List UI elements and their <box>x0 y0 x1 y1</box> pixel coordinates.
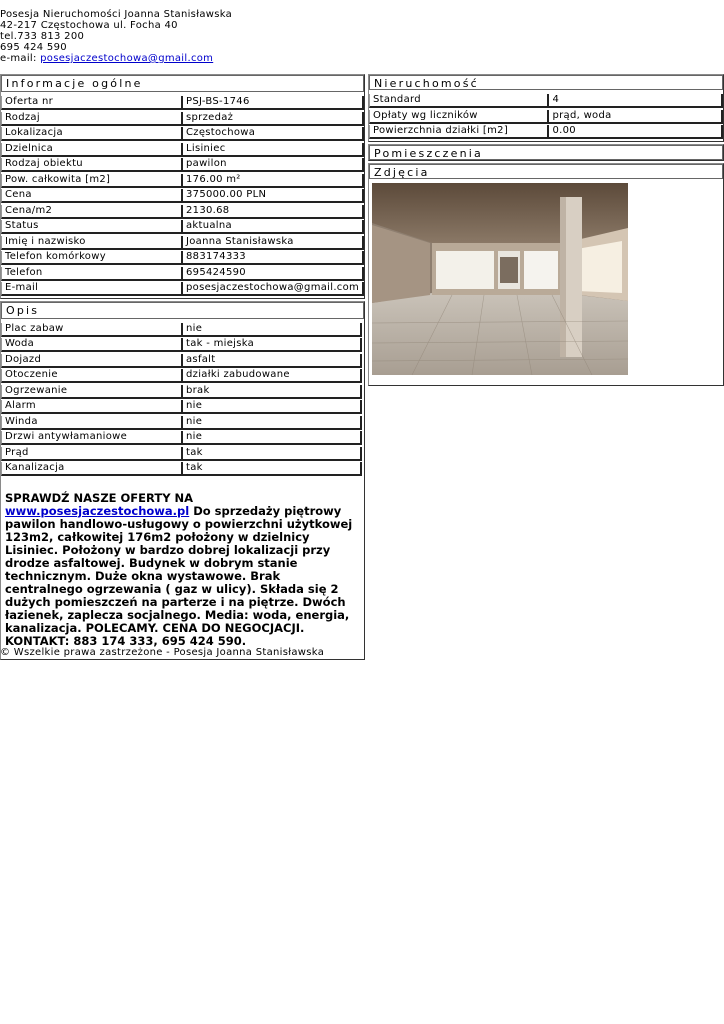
row-value: 0.00 <box>549 125 723 139</box>
row-value: asfalt <box>183 354 362 368</box>
table-row <box>1 431 364 447</box>
table-row <box>1 205 364 221</box>
row-value: pawilon <box>183 158 364 172</box>
row-value: 4 <box>549 94 723 108</box>
section-title: Zdjęcia <box>369 164 723 179</box>
row-label: Rodzaj obiektu <box>1 158 183 172</box>
row-label: Otoczenie <box>1 369 183 383</box>
row-value: tak <box>183 462 362 476</box>
row-label: Standard <box>369 94 549 108</box>
table-row <box>1 96 364 112</box>
table-row <box>1 251 364 267</box>
row-value: prąd, woda <box>549 110 723 124</box>
row-value: PSJ-BS-1746 <box>183 96 364 110</box>
row-label: Oferta nr <box>1 96 183 110</box>
description-section <box>0 301 365 660</box>
table-row <box>369 110 723 126</box>
row-value: 883174333 <box>183 251 364 265</box>
table-row <box>1 220 364 236</box>
right-column <box>368 74 724 388</box>
website-link[interactable]: www.posesjaczestochowa.pl <box>5 503 190 518</box>
table-row <box>1 323 364 339</box>
section-title: Nieruchomość <box>369 75 723 90</box>
general-info-table <box>1 96 364 298</box>
row-value: nie <box>183 416 362 430</box>
section-title: Pomieszczenia <box>369 145 723 160</box>
row-label: Woda <box>1 338 183 352</box>
table-row <box>1 282 364 298</box>
rooms-section <box>368 144 724 161</box>
row-value: 176.00 m² <box>183 174 364 188</box>
section-title: Informacje ogólne <box>1 75 364 92</box>
description-text <box>1 478 364 659</box>
row-value: nie <box>183 431 362 445</box>
row-label: Pow. całkowita [m2] <box>1 174 183 188</box>
row-label: Alarm <box>1 400 183 414</box>
row-value: 375000.00 PLN <box>183 189 364 203</box>
row-label: Opłaty wg liczników <box>369 110 549 124</box>
table-row <box>1 127 364 143</box>
row-label: Kanalizacja <box>1 462 183 476</box>
row-value: tak - miejska <box>183 338 362 352</box>
property-table <box>369 94 723 141</box>
table-row <box>1 267 364 283</box>
table-row <box>1 236 364 252</box>
company-email-line <box>0 53 232 64</box>
company-phone: tel.733 813 200 <box>0 31 85 42</box>
company-phone-2: 695 424 590 <box>0 42 67 53</box>
table-row <box>1 400 364 416</box>
row-value: 695424590 <box>183 267 364 281</box>
table-row <box>1 158 364 174</box>
table-row <box>1 416 364 432</box>
row-label: Winda <box>1 416 183 430</box>
table-row <box>1 174 364 190</box>
table-row <box>369 94 723 110</box>
row-value: sprzedaż <box>183 112 364 126</box>
email-label: e-mail: <box>0 53 37 64</box>
table-row <box>1 369 364 385</box>
table-row <box>1 112 364 128</box>
email-link[interactable]: posesjaczestochowa@gmail.com <box>40 53 214 64</box>
table-row <box>1 385 364 401</box>
table-row <box>1 338 364 354</box>
row-value: 2130.68 <box>183 205 364 219</box>
row-label: Drzwi antywłamaniowe <box>1 431 183 445</box>
row-label: E-mail <box>1 282 183 296</box>
row-label: Telefon komórkowy <box>1 251 183 265</box>
row-label: Lokalizacja <box>1 127 183 141</box>
table-row <box>1 462 364 478</box>
table-row <box>1 143 364 159</box>
page-header <box>0 9 232 64</box>
row-value: aktualna <box>183 220 364 234</box>
table-row <box>369 125 723 141</box>
row-value: posesjaczestochowa@gmail.com <box>183 282 364 296</box>
property-section <box>368 74 724 142</box>
row-label: Cena/m2 <box>1 205 183 219</box>
property-photo[interactable] <box>372 183 628 375</box>
row-label: Dzielnica <box>1 143 183 157</box>
left-column <box>0 74 365 662</box>
company-name: Posesja Nieruchomości Joanna Stanisławska <box>0 9 233 20</box>
description-prefix: SPRAWDŹ NASZE OFERTY NA <box>5 490 194 505</box>
table-row <box>1 447 364 463</box>
row-label: Rodzaj <box>1 112 183 126</box>
row-value: nie <box>183 400 362 414</box>
row-value: działki zabudowane <box>183 369 362 383</box>
photos-section <box>368 163 724 386</box>
row-label: Powierzchnia działki [m2] <box>369 125 549 139</box>
row-value: brak <box>183 385 362 399</box>
row-value: nie <box>183 323 362 337</box>
row-label: Ogrzewanie <box>1 385 183 399</box>
row-label: Plac zabaw <box>1 323 183 337</box>
row-value: Joanna Stanisławska <box>183 236 364 250</box>
row-label: Prąd <box>1 447 183 461</box>
company-address: 42-217 Częstochowa ul. Focha 40 <box>0 20 178 31</box>
general-info-section <box>0 74 365 299</box>
row-value: tak <box>183 447 362 461</box>
table-row <box>1 354 364 370</box>
row-label: Status <box>1 220 183 234</box>
page-footer: © Wszelkie prawa zastrzeżone - Posesja Joanna Stanisławska <box>0 647 325 658</box>
row-value: Lisiniec <box>183 143 364 157</box>
features-table <box>1 323 364 478</box>
row-label: Cena <box>1 189 183 203</box>
description-body: Do sprzedaży piętrowy pawilon handlowo-usługowy o powierzchni użytkowej 123m2, całkowitej 176m2 położony w dzielnicy Lisiniec. Położony w bardzo dobrej lokalizacji przy drodze asfaltowej. Budynek w dobrym stanie technicznym. Duże okna wystawowe. Brak centralnego ogrzewania ( gaz w ulicy). Składa się 2 dużych pomieszczeń na parterze i na piętrze. Dwóch łazienek, zaplecza socjalnego. Media: woda, energia, kanalizacja. POLECAMY. CENA DO NEGOCJACJI. KONTAKT: 883 174 333, 695 424 590. <box>5 503 353 648</box>
row-label: Telefon <box>1 267 183 281</box>
section-title: Opis <box>1 302 364 319</box>
row-label: Dojazd <box>1 354 183 368</box>
row-value: Częstochowa <box>183 127 364 141</box>
row-label: Imię i nazwisko <box>1 236 183 250</box>
table-row <box>1 189 364 205</box>
